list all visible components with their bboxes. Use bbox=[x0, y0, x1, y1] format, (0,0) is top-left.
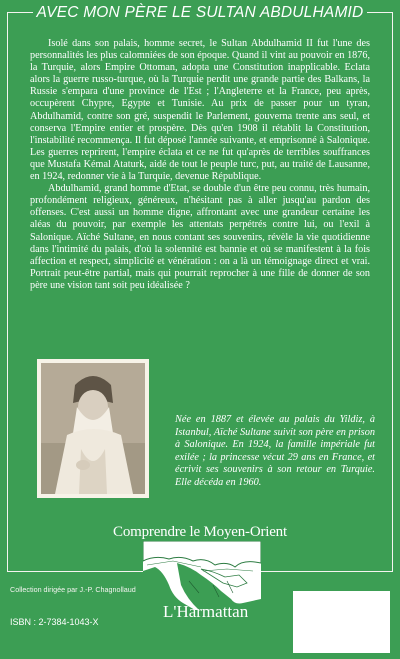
collection-director: Collection dirigée par J.-P. Chagnollaud bbox=[10, 585, 136, 594]
author-biography: Née en 1887 et élevée au palais du Yildiz, à Istanbul, Aïché Sultane suivit son père en prison à Salonique. En 1924, la famille impériale fut exilée ; la princesse vécut 29 ans en France, et écrivit ses souvenirs à son retour en Turquie. Elle décéda en 1960. bbox=[175, 414, 375, 488]
summary-paragraph: Isolé dans son palais, homme secret, le Sultan Abdulhamid II fut l'une des personnalités les plus calomniées de son époque. Quand il vint au pouvoir en 1876, la Turquie, alors Empire Ottoman, adopta une Constitution inapplicable. Eclata alors la guerre russo-turque, où la Turquie perdit une grande partie des Balkans, la Russie s'empara d'une province de l'Est ; l'Angleterre et la France, peu après, occupèrent Chypre, Egypte et Tunisie. Au prix de passer pour un tyran, Abdulhamid, contre son gré, suspendit le Parlement, gouverna trente ans seul, et conserva l'Empire entier et prospère. Dès qu'en 1908 il rétablit la Constitution, l'instabilité recommença. Il fut déposé l'année suivante, et emprisonné à Salonique. Les guerres reprirent, l'empire éclata et ce ne fut qu'après de terribles souffrances que Mustafa Kémal Ataturk, aidé de tout le peuple turc, put, au traité de Lausanne, en 1924, redonner vie à la Turquie, devenue République. bbox=[30, 38, 370, 183]
portrait-image bbox=[41, 363, 145, 494]
summary-paragraph: Abdulhamid, grand homme d'Etat, se double d'un être peu connu, très humain, profondément religieux, généreux, n'hésitant pas à aller jusqu'au pardon des offenses. C'est aussi un homme digne, affrontant avec une grandeur certaine les aléas du pouvoir, par exemple les attentats perpétrés contre lui, ou l'exil à Salonique. Aïché Sultane, en nous contant ses souvenirs, révèle la vie quotidienne dans l'intimité du palais, d'où la solennité est bannie et où se manifestent à la fois affection et respect, simplicité et vénération : on a là un témoignage direct et vrai. Portrait peut-être partial, mais qui pourrait reprocher à une fille de donner de son père une vision tant soit peu idéalisée ? bbox=[30, 183, 370, 291]
book-title: AVEC MON PÈRE LE SULTAN ABDULHAMID bbox=[0, 4, 400, 22]
publisher-name: L'Harmattan bbox=[163, 602, 249, 621]
portrait-drawing bbox=[41, 363, 145, 494]
isbn-number: ISBN : 2-7384-1043-X bbox=[10, 617, 99, 627]
series-title: Comprendre le Moyen-Orient bbox=[113, 524, 287, 540]
author-portrait-photo bbox=[37, 359, 149, 498]
book-summary bbox=[30, 38, 370, 292]
barcode-area bbox=[293, 591, 390, 653]
middle-east-map-icon bbox=[143, 541, 261, 610]
